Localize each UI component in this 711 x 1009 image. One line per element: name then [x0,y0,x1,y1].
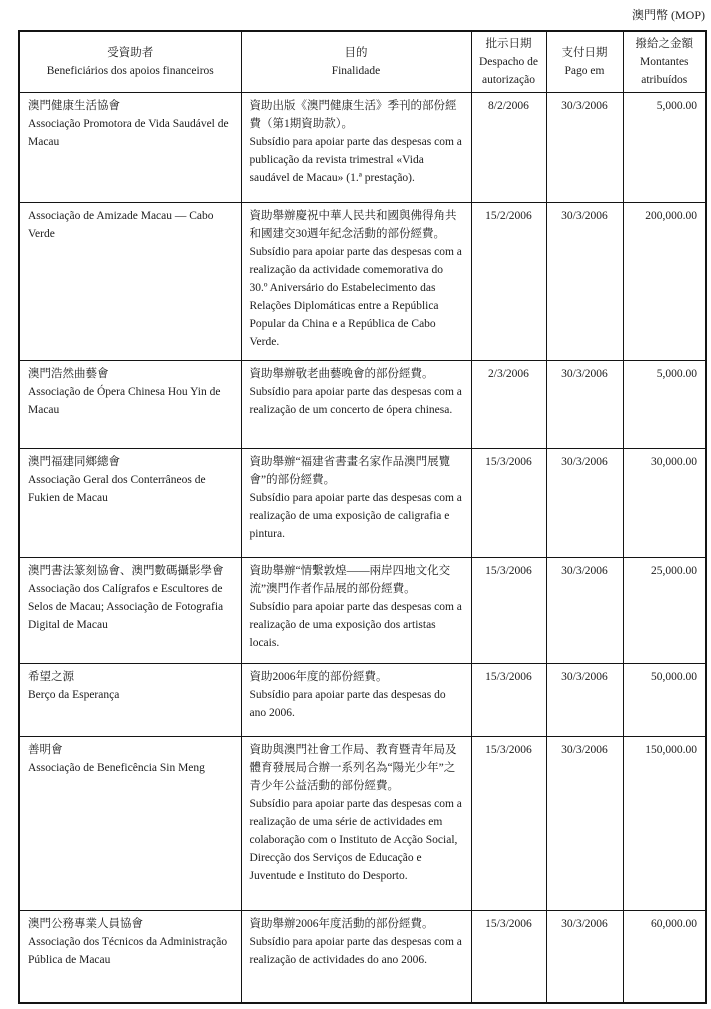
purpose-cell [241,449,471,558]
authorization-date-cell: 15/3/2006 [471,558,546,664]
beneficiary-zh: 希望之源 [28,671,74,683]
beneficiary-zh: 澳門福建同鄉總會 [28,456,120,468]
beneficiary-pt: Berço da Esperança [28,689,120,701]
authorization-date-cell: 15/2/2006 [471,203,546,361]
authorization-date-cell: 15/3/2006 [471,449,546,558]
table-row [19,449,706,558]
purpose-cell [241,737,471,911]
beneficiary-cell [19,449,241,558]
purpose-zh: 資助舉辦慶祝中華人民共和國與佛得角共和國建交30週年紀念活動的部份經費。 [249,210,457,240]
beneficiary-cell [19,558,241,664]
header-purpose-zh: 目的 [344,47,368,59]
authorization-date-cell: 15/3/2006 [471,911,546,1003]
purpose-cell [241,664,471,737]
payment-date-cell: 30/3/2006 [546,361,623,449]
header-amount-pt: Montantes atribuídos [639,56,689,86]
amount-cell: 150,000.00 [623,737,706,911]
purpose-zh: 資助舉辦敬老曲藝晚會的部份經費。 [249,368,434,380]
beneficiary-zh: 澳門書法篆刻協會、澳門數碼攝影學會 [28,565,224,577]
beneficiary-cell [19,93,241,203]
payment-date-cell: 30/3/2006 [546,737,623,911]
purpose-zh: 資助出版《澳門健康生活》季刊的部份經費（第1期資助款）。 [249,100,457,130]
purpose-pt: Subsídio para apoiar parte das despesas com a realização da actividade comemorativa do 30.º Aniversário do Estabelecimento das Relações Diplomáticas entre a República Popular da China e a República de Cabo Verde. [249,246,462,348]
header-beneficiary [19,31,241,93]
purpose-pt: Subsídio para apoiar parte das despesas com a realização de uma série de actividades em colaboração com o Instituto de Acção Social, Direcção dos Serviços de Educação e Juventude e Instituto do Desporto. [249,798,462,882]
beneficiary-zh: 澳門公務專業人員協會 [28,918,143,930]
authorization-date-cell: 15/3/2006 [471,737,546,911]
purpose-zh: 資助舉辦“情繫敦煌——兩岸四地文化交流”澳門作者作品展的部份經費。 [249,565,451,595]
table-row [19,93,706,203]
beneficiary-cell [19,737,241,911]
header-beneficiary-zh: 受資助者 [107,47,154,59]
header-authorization-date-zh: 批示日期 [485,38,532,50]
beneficiary-cell [19,361,241,449]
payment-date-cell: 30/3/2006 [546,558,623,664]
header-beneficiary-pt: Beneficiários dos apoios financeiros [46,65,214,77]
beneficiary-cell [19,911,241,1003]
table-row [19,664,706,737]
header-amount-zh: 撥給之金額 [635,38,693,50]
payment-date-cell: 30/3/2006 [546,203,623,361]
table-row [19,558,706,664]
amount-cell: 60,000.00 [623,911,706,1003]
beneficiary-zh: 澳門健康生活協會 [28,100,120,112]
purpose-pt: Subsídio para apoiar parte das despesas com a publicação da revista trimestral «Vida saudável de Macau» (1.ª prestação). [249,136,462,184]
payment-date-cell: 30/3/2006 [546,93,623,203]
table-header [19,31,706,93]
beneficiary-zh: 澳門浩然曲藝會 [28,368,109,380]
header-row [19,31,706,93]
beneficiary-pt: Associação dos Calígrafos e Escultores de Selos de Macau; Associação de Fotografia Digital de Macau [28,583,224,631]
purpose-zh: 資助與澳門社會工作局、教育暨青年局及體育發展局合辦一系列名為“陽光少年”之青少年公益活動的部份經費。 [249,744,457,792]
header-authorization-date [471,31,546,93]
purpose-pt: Subsídio para apoiar parte das despesas com a realização de uma exposição dos artistas locais. [249,601,462,649]
beneficiary-cell [19,664,241,737]
beneficiary-pt: Associação de Beneficência Sin Meng [28,762,205,774]
amount-cell: 25,000.00 [623,558,706,664]
amount-cell: 5,000.00 [623,361,706,449]
payment-date-cell: 30/3/2006 [546,449,623,558]
purpose-cell [241,558,471,664]
beneficiary-cell [19,203,241,361]
purpose-cell [241,203,471,361]
table-row [19,911,706,1003]
purpose-pt: Subsídio para apoiar parte das despesas com a realização de actividades do ano 2006. [249,936,462,966]
amount-cell: 50,000.00 [623,664,706,737]
purpose-zh: 資助舉辦“福建省書畫名家作品澳門展覽會”的部份經費。 [249,456,451,486]
purpose-pt: Subsídio para apoiar parte das despesas com a realização de uma exposição de caligrafia e pintura. [249,492,462,540]
purpose-pt: Subsídio para apoiar parte das despesas do ano 2006. [249,689,446,719]
subsidies-table [18,30,707,1004]
beneficiary-zh: 善明會 [28,744,63,756]
authorization-date-cell: 8/2/2006 [471,93,546,203]
table-body [19,93,706,1003]
purpose-cell [241,911,471,1003]
header-payment-date [546,31,623,93]
header-purpose [241,31,471,93]
amount-cell: 200,000.00 [623,203,706,361]
header-purpose-pt: Finalidade [331,65,381,77]
beneficiary-pt: Associação de Amizade Macau — Cabo Verde [28,210,214,240]
amount-cell: 5,000.00 [623,93,706,203]
currency-note: 澳門幣 (MOP) [631,8,705,22]
header-payment-date-pt: Pago em [564,65,605,77]
purpose-pt: Subsídio para apoiar parte das despesas com a realização de um concerto de ópera chinesa. [249,386,462,416]
authorization-date-cell: 2/3/2006 [471,361,546,449]
beneficiary-pt: Associação dos Técnicos da Administração Pública de Macau [28,936,228,966]
header-authorization-date-pt: Despacho de autorização [478,56,539,86]
table-row [19,361,706,449]
beneficiary-pt: Associação de Ópera Chinesa Hou Yin de Macau [28,386,221,416]
table-row [19,737,706,911]
purpose-cell [241,93,471,203]
purpose-cell [241,361,471,449]
purpose-zh: 資助2006年度的部份經費。 [249,671,388,683]
amount-cell: 30,000.00 [623,449,706,558]
table-row [19,203,706,361]
beneficiary-pt: Associação Promotora de Vida Saudável de Macau [28,118,229,148]
payment-date-cell: 30/3/2006 [546,664,623,737]
purpose-zh: 資助舉辦2006年度活動的部份經費。 [249,918,434,930]
header-amount [623,31,706,93]
authorization-date-cell: 15/3/2006 [471,664,546,737]
header-payment-date-zh: 支付日期 [561,47,608,59]
payment-date-cell: 30/3/2006 [546,911,623,1003]
beneficiary-pt: Associação Geral dos Conterrâneos de Fukien de Macau [28,474,206,504]
